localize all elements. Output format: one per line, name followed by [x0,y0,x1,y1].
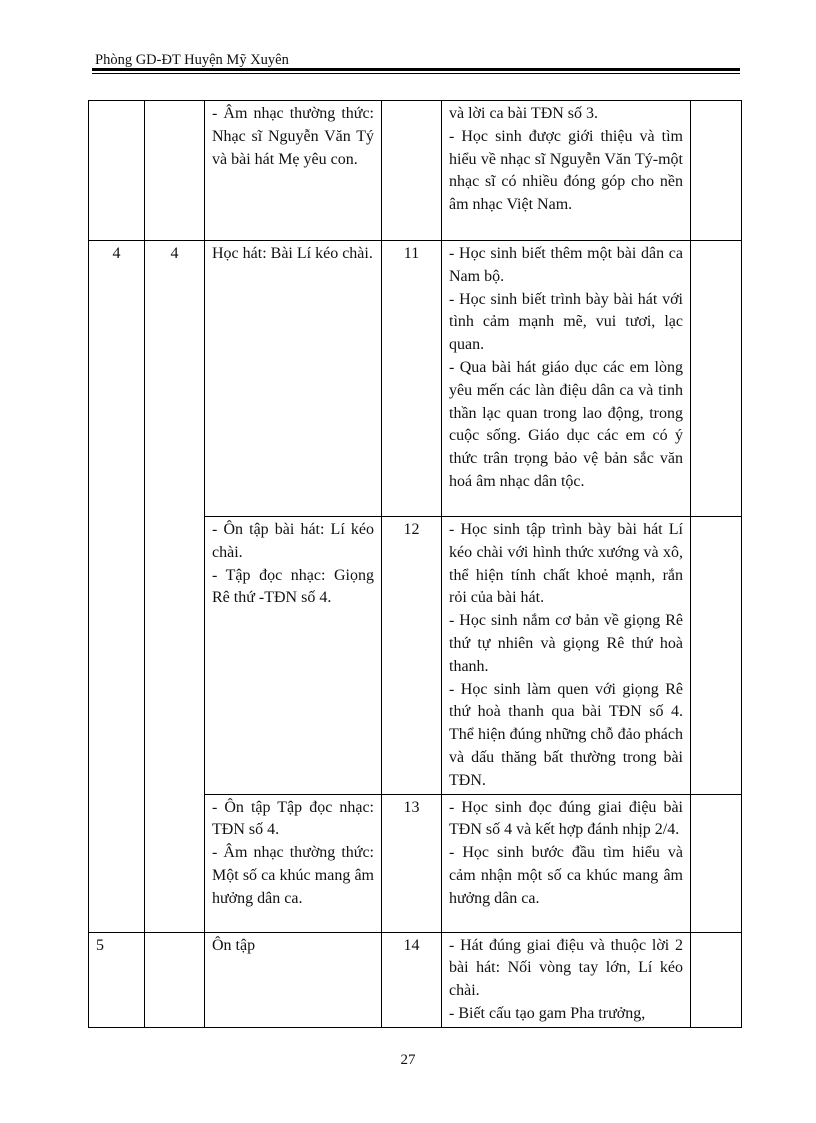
header-rule-thin [92,73,740,74]
note-cell [691,932,742,1027]
content-cell: - Âm nhạc thường thức: Nhạc sĩ Nguyễn Văn Tý và bài hát Mẹ yêu con. [205,101,382,241]
note-cell [691,794,742,932]
lesson-number-cell: 11 [382,241,442,517]
table-row [89,101,742,241]
header-title: Phòng GD-ĐT Huyện Mỹ Xuyên [95,52,289,68]
lesson-number-cell: 14 [382,932,442,1027]
lesson-number-cell: 12 [382,517,442,795]
note-cell [691,517,742,795]
table-row [89,241,742,517]
week-cell: 5 [89,932,145,1027]
week-cell: 4 [89,241,145,933]
content-cell: - Ôn tập bài hát: Lí kéo chài. - Tập đọc nhạc: Giọng Rê thứ -TĐN số 4. [205,517,382,795]
goals-cell: - Học sinh tập trình bày bài hát Lí kéo chài với hình thức xướng và xô, thể hiện tính chất khoẻ mạnh, rắn rỏi của bài hát. - Học sinh nắm cơ bản về giọng Rê thứ tự nhiên và giọng Rê thứ hoà thanh. - Học sinh làm quen với giọng Rê thứ hoà thanh qua bài TĐN số 4. Thể hiện đúng những chỗ đảo phách và dấu thăng bất thường trong bài TĐN. [442,517,691,795]
goals-cell: - Hát đúng giai điệu và thuộc lời 2 bài hát: Nối vòng tay lớn, Lí kéo chài. - Biết cấu tạo gam Pha trưởng, [442,932,691,1027]
goals-cell: - Học sinh đọc đúng giai điệu bài TĐN số 4 và kết hợp đánh nhịp 2/4. - Học sinh bước đầu tìm hiểu và cảm nhận một số ca khúc mang âm hưởng dân ca. [442,794,691,932]
note-cell [691,101,742,241]
week-cell [89,101,145,241]
period-group-cell: 4 [145,241,205,933]
content-cell: Ôn tập [205,932,382,1027]
content-cell: - Ôn tập Tập đọc nhạc: TĐN số 4. - Âm nhạc thường thức: Một số ca khúc mang âm hưởng dân ca. [205,794,382,932]
curriculum-table [88,100,742,1028]
table-row [89,932,742,1027]
period-group-cell [145,932,205,1027]
page-number: 27 [400,1052,416,1068]
lesson-number-cell [382,101,442,241]
goals-cell: - Học sinh biết thêm một bài dân ca Nam bộ. - Học sinh biết trình bày bài hát với tình cảm mạnh mẽ, vui tươi, lạc quan. - Qua bài hát giáo dục các em lòng yêu mến các làn điệu dân ca và tinh thần lạc quan trong lao động, trong cuộc sống. Giáo dục các em có ý thức trân trọng bảo vệ bản sắc văn hoá âm nhạc dân tộc. [442,241,691,517]
period-group-cell [145,101,205,241]
content-cell: Học hát: Bài Lí kéo chài. [205,241,382,517]
goals-cell: và lời ca bài TĐN số 3. - Học sinh được giới thiệu và tìm hiểu về nhạc sĩ Nguyễn Văn Tý-một nhạc sĩ có nhiều đóng góp cho nền âm nhạc Việt Nam. [442,101,691,241]
note-cell [691,241,742,517]
header-rule-thick [92,68,740,71]
lesson-number-cell: 13 [382,794,442,932]
